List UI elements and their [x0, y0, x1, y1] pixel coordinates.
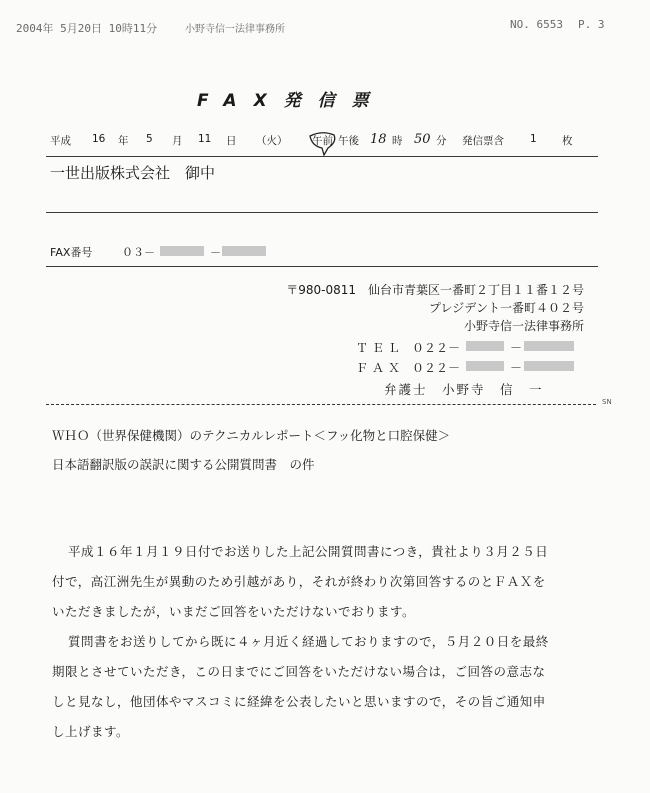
pages-label: 発信票含 [462, 135, 504, 147]
redacted-block [160, 246, 204, 256]
document-title: FAX発信票 [197, 91, 386, 111]
body-line: 平成１６年１月１９日付でお送りした上記公開質問書につき，貴社より３月２５日 [68, 544, 549, 559]
fax-number-prefix: ０３－ [122, 246, 155, 259]
fax-number-label: FAX番号 [50, 246, 93, 259]
body-line: いただきましたが，いまだご回答をいただけないでおります。 [52, 604, 416, 619]
margin-mark: SN [602, 398, 612, 406]
year-unit: 年 [118, 135, 129, 147]
body-line: 付で，高江洲先生が異動のため引越があり，それが終わり次第回答するのとＦＡＸを [52, 574, 546, 589]
redacted-block [524, 361, 574, 371]
minute-unit: 分 [436, 135, 447, 147]
redacted-block [524, 341, 574, 351]
year: 16 [92, 133, 106, 145]
sender-fax [0, 359, 650, 375]
recipient: 一世出版株式会社 御中 [50, 164, 216, 182]
dashed-divider [46, 404, 596, 405]
month-unit: 月 [172, 135, 183, 147]
tel-sep: － [510, 341, 523, 355]
circle-mark-icon [304, 128, 344, 158]
era: 平成 [50, 135, 71, 147]
fax-sep: － [510, 361, 523, 375]
body-line: 期限とさせていただき，この日までにご回答をいただけない場合は，ご回答の意志な [52, 664, 546, 679]
redacted-block [466, 361, 504, 371]
redacted-block [466, 341, 504, 351]
pages-unit: 枚 [562, 135, 573, 147]
body-line: し上げます。 [52, 724, 130, 739]
sender-postal-address: 〒980-0811 仙台市青葉区一番町２丁目１１番１２号 [286, 283, 584, 297]
day: 11 [198, 133, 212, 145]
fax-sender-tag: 小野寺信一法律事務所 [185, 24, 285, 35]
hour-handwritten: 18 [370, 132, 387, 147]
am-option: 午前 [312, 135, 333, 147]
fax-label: ＦＡＸ [356, 361, 405, 375]
hour-unit: 時 [392, 135, 403, 147]
body-line: しと見なし，他団体やマスコミに経緯を公表したいと思いますので，その旨ご通知申 [52, 694, 546, 709]
fax-prefix: ０２２－ [412, 361, 461, 375]
fax-timestamp: 2004年 5月20日 10時11分 [16, 22, 158, 35]
weekday: （火） [256, 135, 288, 147]
sender-office: 小野寺信一法律事務所 [463, 319, 584, 333]
fax-page: P. 3 [578, 18, 605, 31]
pm-option: 午後 [338, 135, 359, 147]
divider [46, 266, 598, 267]
divider [46, 212, 598, 213]
tel-label: ＴＥＬ [356, 341, 405, 355]
body-line: 質問書をお送りしてから既に４ヶ月近く経過しておりますので，５月２０日を最終 [68, 634, 549, 649]
fax-number-field [0, 244, 650, 260]
lawyer-name: 弁護士 小野寺 信 一 [384, 382, 544, 397]
fax-number-sep: － [210, 246, 221, 259]
tel-prefix: ０２２－ [412, 341, 461, 355]
minute-handwritten: 50 [414, 132, 431, 147]
divider [46, 156, 598, 157]
pages-count: 1 [530, 133, 537, 145]
day-unit: 日 [226, 135, 237, 147]
subject-line-1: ＷＨＯ（世界保健機関）のテクニカルレポート＜フッ化物と口腔保健＞ [52, 428, 451, 443]
sender-tel [0, 339, 650, 355]
subject-line-2: 日本語翻訳版の誤訳に関する公開質問書 の件 [52, 457, 315, 472]
fax-number: NO. 6553 [510, 18, 563, 31]
redacted-block [222, 246, 266, 256]
sender-building: プレジデント一番町４０２号 [429, 301, 584, 315]
month: 5 [146, 133, 153, 145]
